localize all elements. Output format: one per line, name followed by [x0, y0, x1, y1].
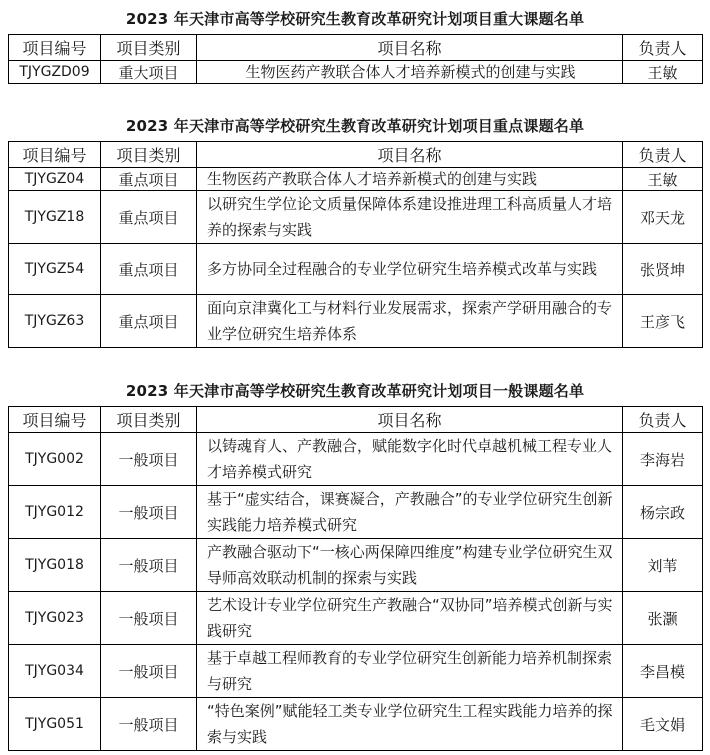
project-name: 以铸魂育人、产教融合，赋能数字化时代卓越机械工程专业人才培养模式研究 — [197, 433, 623, 486]
major-table — [8, 34, 703, 84]
table-row — [9, 486, 703, 539]
section-title: 2023 年天津市高等学校研究生教育改革研究计划项目重点课题名单 — [125, 117, 585, 135]
section-general — [8, 381, 702, 751]
project-leader: 李海岩 — [623, 433, 703, 486]
header-name: 项目名称 — [197, 407, 623, 433]
project-code: TJYGZ18 — [9, 191, 101, 244]
table-row — [9, 698, 703, 751]
project-category: 重点项目 — [101, 191, 197, 244]
project-leader: 张灏 — [623, 592, 703, 645]
project-category: 一般项目 — [101, 592, 197, 645]
header-name: 项目名称 — [197, 35, 623, 61]
header-name: 项目名称 — [197, 142, 623, 168]
project-category: 重点项目 — [101, 295, 197, 348]
project-name: 基于“虚实结合，课赛凝合，产教融合”的专业学位研究生创新实践能力培养模式研究 — [197, 486, 623, 539]
project-leader: 王敏 — [623, 168, 703, 191]
header-row — [9, 35, 703, 61]
project-code: TJYGZD09 — [9, 61, 101, 84]
project-name: 生物医药产教联合体人才培养新模式的创建与实践 — [197, 168, 623, 191]
table-row — [9, 168, 703, 191]
header-category: 项目类别 — [101, 142, 197, 168]
project-code: TJYG023 — [9, 592, 101, 645]
project-name: 面向京津冀化工与材料行业发展需求，探索产学研用融合的专业学位研究生培养体系 — [197, 295, 623, 348]
project-category: 一般项目 — [101, 433, 197, 486]
general-table — [8, 406, 703, 751]
header-leader: 负责人 — [623, 35, 703, 61]
table-row — [9, 539, 703, 592]
project-category: 重点项目 — [101, 168, 197, 191]
project-code: TJYG018 — [9, 539, 101, 592]
project-name: 以研究生学位论文质量保障体系建设推进理工科高质量人才培养的探索与实践 — [197, 191, 623, 244]
project-code: TJYGZ63 — [9, 295, 101, 348]
project-category: 重大项目 — [101, 61, 197, 84]
project-name: 产教融合驱动下“一核心两保障四维度”构建专业学位研究生双导师高效联动机制的探索与实践 — [197, 539, 623, 592]
table-row — [9, 433, 703, 486]
project-leader: 李昌模 — [623, 645, 703, 698]
project-leader: 邓天龙 — [623, 191, 703, 244]
project-code: TJYG051 — [9, 698, 101, 751]
project-code: TJYG002 — [9, 433, 101, 486]
project-name: 生物医药产教联合体人才培养新模式的创建与实践 — [197, 61, 623, 84]
table-row — [9, 645, 703, 698]
project-category: 一般项目 — [101, 539, 197, 592]
header-category: 项目类别 — [101, 407, 197, 433]
table-row — [9, 592, 703, 645]
project-leader: 毛文娟 — [623, 698, 703, 751]
section-title: 2023 年天津市高等学校研究生教育改革研究计划项目重大课题名单 — [125, 10, 585, 28]
project-name: 多方协同全过程融合的专业学位研究生培养模式改革与实践 — [197, 244, 623, 295]
project-name: “特色案例”赋能轻工类专业学位研究生工程实践能力培养的探索与实践 — [197, 698, 623, 751]
project-code: TJYG012 — [9, 486, 101, 539]
project-name: 艺术设计专业学位研究生产教融合“双协同”培养模式创新与实践研究 — [197, 592, 623, 645]
header-row — [9, 142, 703, 168]
project-code: TJYGZ04 — [9, 168, 101, 191]
project-category: 一般项目 — [101, 486, 197, 539]
project-code: TJYG034 — [9, 645, 101, 698]
header-code: 项目编号 — [9, 407, 101, 433]
table-row — [9, 191, 703, 244]
header-code: 项目编号 — [9, 35, 101, 61]
header-leader: 负责人 — [623, 142, 703, 168]
section-title: 2023 年天津市高等学校研究生教育改革研究计划项目一般课题名单 — [125, 382, 585, 400]
header-category: 项目类别 — [101, 35, 197, 61]
header-row — [9, 407, 703, 433]
key-table — [8, 141, 703, 348]
table-row — [9, 295, 703, 348]
project-category: 重点项目 — [101, 244, 197, 295]
project-leader: 王敏 — [623, 61, 703, 84]
section-major — [8, 9, 702, 84]
header-leader: 负责人 — [623, 407, 703, 433]
project-name: 基于卓越工程师教育的专业学位研究生创新能力培养机制探索与研究 — [197, 645, 623, 698]
section-key — [8, 116, 702, 348]
project-leader: 王彦飞 — [623, 295, 703, 348]
project-category: 一般项目 — [101, 698, 197, 751]
project-category: 一般项目 — [101, 645, 197, 698]
project-leader: 张贤坤 — [623, 244, 703, 295]
table-row — [9, 61, 703, 84]
project-code: TJYGZ54 — [9, 244, 101, 295]
project-leader: 刘苇 — [623, 539, 703, 592]
header-code: 项目编号 — [9, 142, 101, 168]
project-leader: 杨宗政 — [623, 486, 703, 539]
table-row — [9, 244, 703, 295]
